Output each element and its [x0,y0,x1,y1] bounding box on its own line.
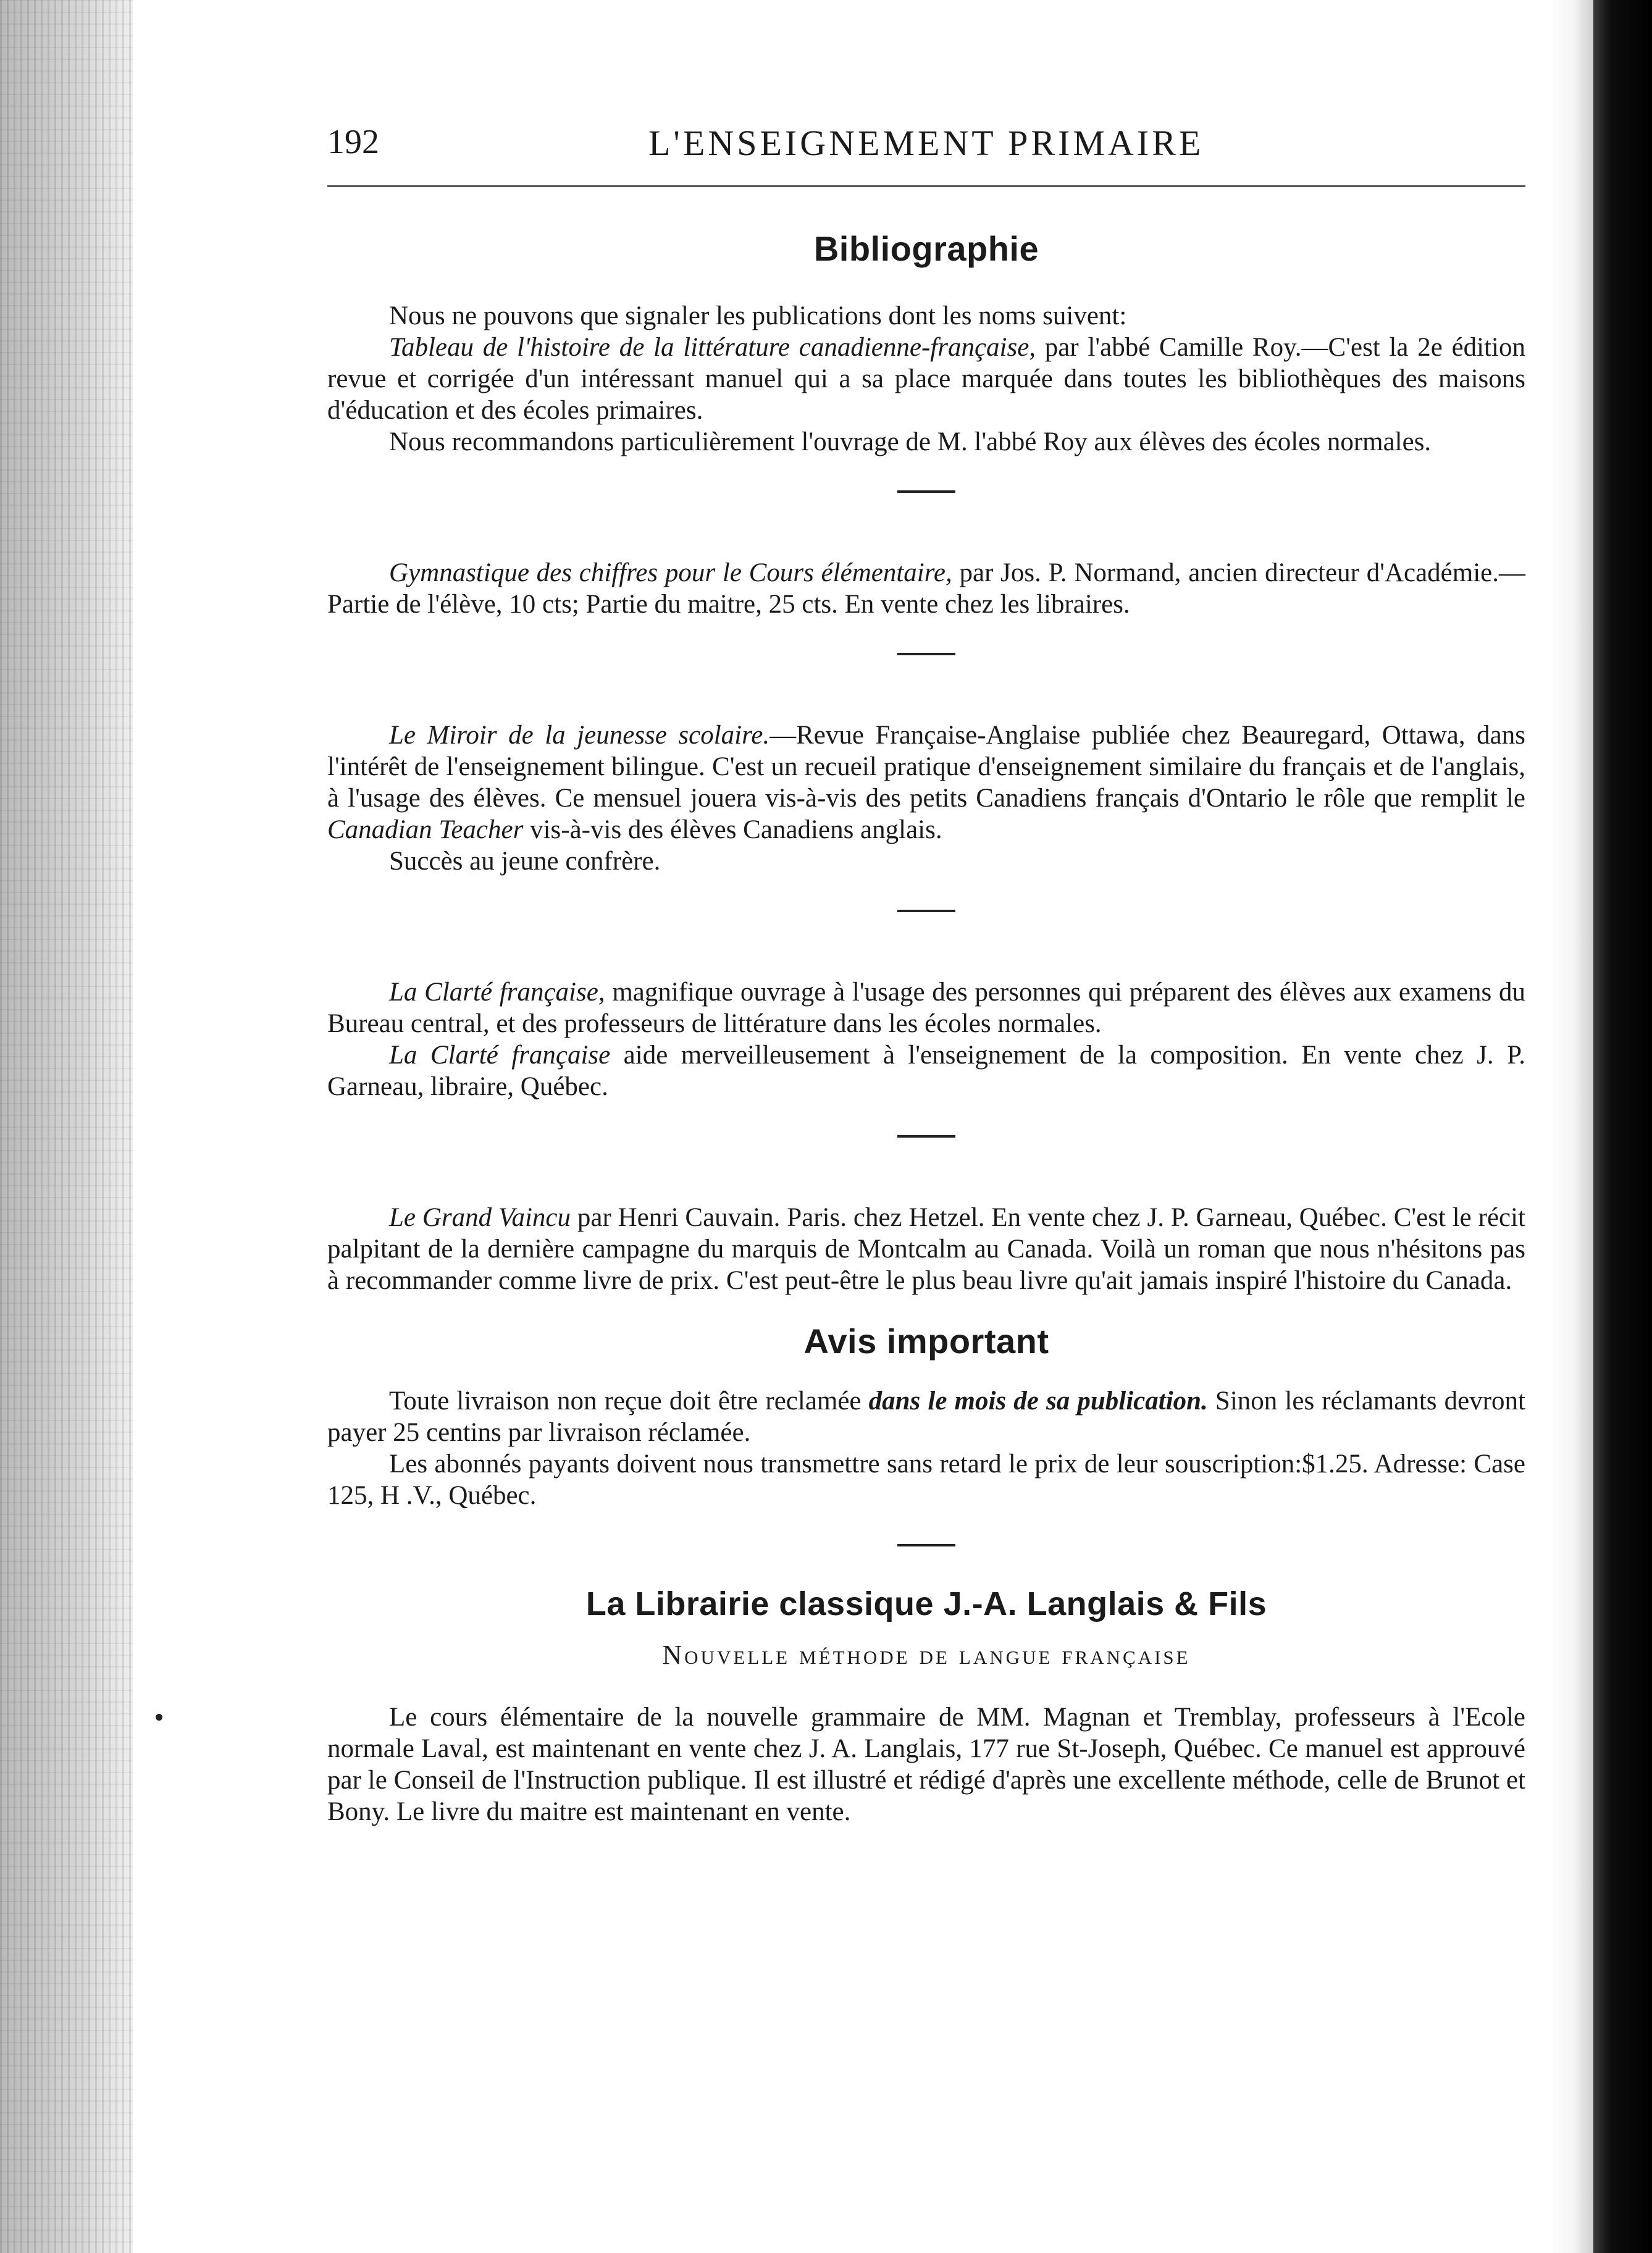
book-gutter [0,0,133,2253]
bibliographie-intro: Nous ne pouvons que signaler les publications dont les noms suivent: [389,301,1127,330]
separator-rule [897,1544,955,1546]
bibliographie-item-1-recommendation: Nous recommandons particulièrement l'ouvrage de M. l'abbé Roy aux élèves des écoles normales. [389,427,1432,456]
separator-rule [897,490,955,493]
avis-paragraph-1 [327,1385,1525,1448]
separator-rule [897,910,955,912]
page-edge-shadow [1550,0,1593,2253]
book-title: Le Miroir de la jeunesse scolaire. [389,721,770,750]
avis-text: Sinon les réclamants devront payer 25 centins par livraison réclamée. [327,1387,1525,1447]
bibliographie-item-1 [327,332,1525,426]
scan-border [1593,0,1652,2253]
book-title: La Clarté française [389,1041,611,1070]
page-number: 192 [327,123,379,161]
ink-spot [156,1714,162,1721]
item-text: par l'abbé Camille Roy.—C'est la 2e édition revue et corrigée d'un intéressant manuel qui a sa place marquée dans toutes les bibliothèques des maisons d'éducation et des écoles primaires. [327,333,1525,425]
section-heading-bibliographie: Bibliographie [813,229,1039,268]
running-head [327,117,1525,167]
book-title: Tableau de l'histoire de la littérature canadienne-française, [389,333,1036,362]
item-text: par Henri Cauvain. Paris. chez Hetzel. En vente chez J. P. Garneau, Québec. C'est le récit palpitant de la dernière campagne du marquis de Montcalm au Canada. Voilà un roman que nous n'hésitons pas à recommander comme livre de prix. C'est peut-être le plus beau livre qu'ait jamais inspiré l'histoire du Canada. [327,1203,1526,1295]
item-text: aide merveilleusement à l'enseignement de la composition. En vente chez J. P. Garneau, libraire, Québec. [327,1041,1525,1101]
journal-title: L'ENSEIGNEMENT PRIMAIRE [648,123,1204,163]
bibliographie-item-5 [327,1202,1525,1296]
book-title: Le Grand Vaincu [389,1203,571,1232]
section-heading-avis: Avis important [803,1322,1049,1361]
bibliographie-item-3 [327,720,1525,845]
book-title: Canadian Teacher [327,815,524,844]
section-heading-librairie: La Librairie classique J.-A. Langlais & Fils [585,1585,1267,1622]
page-content [327,229,1525,1827]
librairie-paragraph: Le cours élémentaire de la nouvelle grammaire de MM. Magnan et Tremblay, professeurs à l'Ecole normale Laval, est maintenant en vente chez J. A. Langlais, 177 rue St-Joseph, Québec. Ce manuel est approuvé par le Conseil de l'Instruction publique. Il est illustré et rédigé d'après une excellente méthode, celle de Brunot et Bony. Le livre du maitre est maintenant en vente. [327,1703,1525,1826]
book-title: Gymnastique des chiffres pour le Cours élémentaire, [389,558,952,587]
bibliographie-item-2 [327,557,1525,620]
item-text: par Jos. P. Normand, ancien directeur d'Académie.—Partie de l'élève, 10 cts; Partie du maitre, 25 cts. En vente chez les libraires. [327,558,1525,619]
separator-rule [897,653,955,655]
item-text: —Revue Française-Anglaise publiée chez Beauregard, Ottawa, dans l'intérêt de l'enseignement bilingue. C'est un recueil pratique d'enseignement similaire du français et de l'anglais, à l'usage des élèves. Ce mensuel jouera vis-à-vis des petits Canadiens français d'Ontario le rôle que remplit le [327,721,1525,813]
separator-rule [897,1135,955,1138]
avis-emphasis: dans le mois de sa publication. [868,1387,1208,1416]
item-text: vis-à-vis des élèves Canadiens anglais. [523,815,942,844]
item-text: magnifique ouvrage à l'usage des personnes qui préparent des élèves aux examens du Bureau central, et des professeurs de littérature dans les écoles normales. [327,978,1526,1038]
header-rule [327,185,1525,187]
book-title: La Clarté française, [389,978,605,1007]
bibliographie-item-3-wish: Succès au jeune confrère. [389,847,661,876]
bibliographie-item-4 [327,976,1525,1039]
page [327,105,1525,2217]
avis-text: Toute livraison non reçue doit être reclamée [389,1387,869,1416]
bibliographie-item-4-note [327,1039,1525,1102]
avis-paragraph-2: Les abonnés payants doivent nous transmettre sans retard le prix de leur souscription:$1.25. Adresse: Case 125, H .V., Québec. [327,1450,1525,1510]
librairie-subheading: Nouvelle méthode de langue française [662,1640,1191,1670]
